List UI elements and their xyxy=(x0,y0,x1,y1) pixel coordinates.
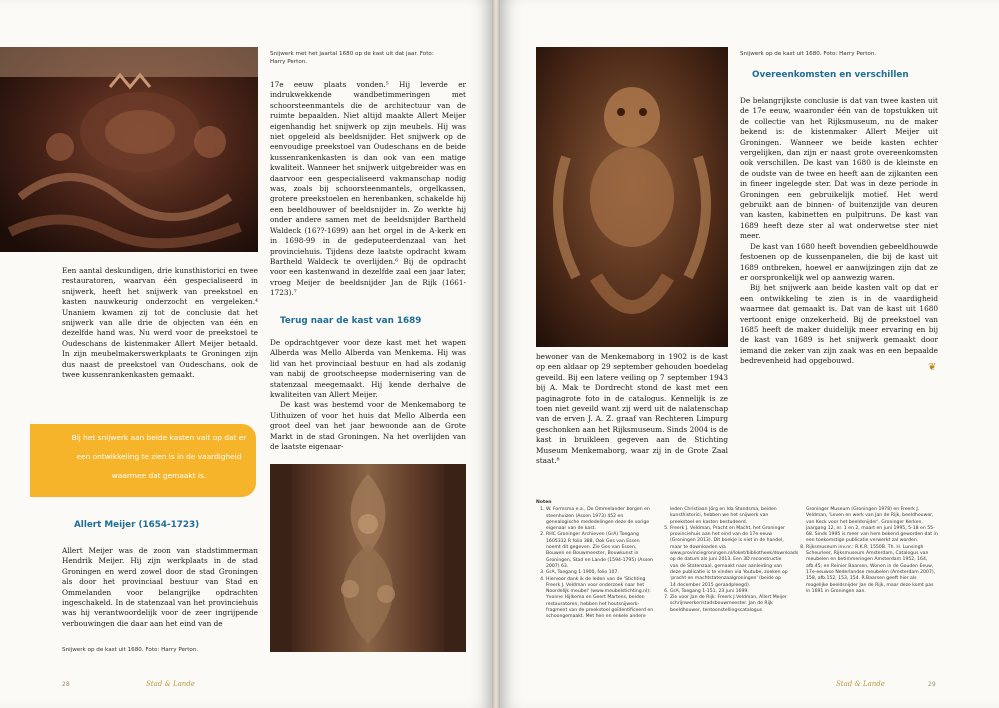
carving-photo-1689-top xyxy=(536,47,728,347)
paragraph: De belangrijkste conclusie is dat van twee kasten uit de 17e eeuw, waaronder één van de topstukken uit de collectie van het Rijksmuseum, nu de maker bekend is: de kistenmaker Allert Meijer uit Groningen. Wanneer we beide kasten echter vergelijken, dan zijn er naast grote overeenkomsten ook verschillen. De kast van 1680 is de kleinste en de oudste van de twee en heeft aan de zijkanten een in fineer ingelegde ster. Dat was in deze periode in Groningen een gebruikelijk motief. Het werd gebruikt aan de binnen- of buitenzijde van deuren van kasten, kabinetten en pulpitruns. De kast van 1689 heeft deze ster al wat onderwetse ster niet meer. xyxy=(740,96,938,241)
notes-title: Noten xyxy=(536,500,552,505)
left-column-1-bottom xyxy=(62,546,258,629)
notes-block-b xyxy=(662,507,799,614)
note-item: 5. Freerk J. Veldman, Pracht en Macht, het Groninger provinciehuis aan het eind van de 17e eeuw (Groningen 2013). Dit boekje is niet in de handel, maar te downloaden via www.provinciegroningen.nl/loket/bibliotheek/downloads op de datum als juni 2013. Een 3D reconstructie van de Statenzaal, gemaakt naar aanleiding van deze publicatie is te vinden via Youtube, zoeken op 'pracht en machtstatenzaalgroningen' (beide op 14 december 2015 geraadpleegd). xyxy=(670,526,788,589)
note-item: 1. W. Formsma e.a., De Ommelander borgen en steenhuizen (Assen 1973) 452 en genealogische mededelingen deze de vorige eigenaar van de kast. xyxy=(546,507,654,532)
paragraph: De kast van 1680 heeft bovendien gebeeldhouwde festoenen op de kussenpanelen, die bij de kast uit 1689 ontbreken, hoewel er aanwijzingen zijn dat ze er oorspronkelijk wel op aanwezig waren. xyxy=(740,241,938,282)
pull-quote xyxy=(30,424,256,497)
right-column-1 xyxy=(536,352,728,466)
book-gutter xyxy=(492,0,500,708)
page-number-left: 28 xyxy=(62,681,70,688)
note-item: 3. GrA, Toegang 1-1900, folio 107. xyxy=(546,570,654,576)
left-column-2 xyxy=(270,80,466,299)
paragraph: Een aantal deskundigen, drie kunsthistorici en twee restauratoren, waarvan één gespecialiseerd in snijwerk, heeft het snijwerk van preekstoel en kasten nauwkeurig onderzocht en vergeleken.⁴ Unaniem kwamen zij tot de conclusie dat het snijwerk van alle drie de objecten van één en dezelfde hand was. Nu werd voor de preekstoel te Oudeschans de kistenmaker Allert Meijer betaald. In zijn meubelmakerswerkplaats te Groningen zijn dus naast de preekstoel van Oudeschans, ook de twee kussenrankenkasten gemaakt. xyxy=(62,266,258,380)
page-number-right: 29 xyxy=(928,681,936,688)
heading-allert-meijer: Allert Meijer (1654-1723) xyxy=(74,520,200,530)
right-page xyxy=(500,0,999,708)
note-item: 4. Hiervoor dank ik de leden van de 'Stichting Freerk J. Veldman voor onderzoek naar het Noordelijk meubel' (www.meubelstichting.nl): Yvonne Hijlkema en Geert Martens, beiden restauratoren, hebben het houtsnijwerk-fragment van de preekstoel geïdentificeerd en schoongemaakt. Met hen en enkele andere xyxy=(546,577,654,621)
left-column-2-after xyxy=(270,338,466,452)
note-item: 8. Rijksmuseum inv.nr.: R.K.R. 1550B. Th. H. Lunsingh Scheurleer, Rijksmuseum Amsterdam, Catalogus van meubelen en betimmeringen Amsterdam 1952, 164, afb.45; en Reinier Baarsen, Wonen in de Gouden Eeuw, 17e-eeuwse Nederlandse meubelen (Amsterdam 2007), 158, afb.152, 153, 154. R.Baarsen geeft hier als mogelijke beeldsnijder Jan de Rijk, maar deze komt pas in 1691 in Groningen aan. xyxy=(806,545,938,595)
carving-photo-1680-bottom xyxy=(270,464,466,652)
caption-top-right: Snijwerk op de kast uit 1680. Foto: Harry Perton. xyxy=(740,51,877,57)
notes-block-a xyxy=(536,500,654,621)
note-item: 7. Zie voor Jan de Rijk: Freerk J.Veldman, Allert Meijer schrijnwerker/stadsbouwmeester. Jan de Rijk beeldhouwer, tentoonstellingscatalogus xyxy=(670,595,788,614)
right-column-2 xyxy=(740,96,938,367)
heading-terug-naar-kast: Terug naar de kast van 1689 xyxy=(280,316,422,326)
end-flourish-icon: ❦ xyxy=(928,362,937,373)
note-item: Groninger Museum (Groningen 1978) en Freerk J. Veldman, 'Leven en werk van Jan de Rijk, beeldhouwer, van Keck voor het beeldsnijder', Groninger Kerken, jaargang 12, nr. 1 en 2, maart en juni 1995, 5-18 en 55-68. Sinds 1995 is meer van hem bekend geworden dat in een toekomstige publicatie verwerkt zal worden. xyxy=(806,507,938,544)
caption-top-left: Snijwerk met het jaartal 1680 op de kast uit dat jaar. Foto: Harry Perton. xyxy=(270,51,434,65)
paragraph: De kast was bestemd voor de Menkemaborg te Uithuizen of voor het huis dat Mello Alberda een groot deel van het jaar bewoonde aan de Grote Markt in de stad Groningen. Na het overlijden van de laatste eigenaar- xyxy=(270,400,466,452)
notes-list xyxy=(798,507,938,595)
pull-quote-text: Bij het snijwerk aan beide kasten valt op dat er een ontwikkeling te zien is in de vaardigheid waarmee dat gemaakt is. xyxy=(71,433,247,480)
note-item: 2. RHC Groninger Archieven (GrA) Toegang 1605332 R folio 388, Ook Ges van Essen noemt dit gegeven. Zie Ges van Essen, Bouwen en Bouwmeester, Bouwkunst in Groningen, Stad en Lande (1594-1795) (Assen 2007) 63. xyxy=(546,532,654,570)
notes-list xyxy=(662,507,799,614)
paragraph: bewoner van de Menkemaborg in 1902 is de kast op een aldaar op 29 september gehouden boedelag geveild. Bij een latere veiling op 7 september 1943 bij A. Mak te Dordrecht stond de kast met een paginagrote foto in de catalogus. Kennelijk is ze toen niet geveild want zij werd uit de nalatenschap van de erven J. A. Z. graaf van Rechteren Limpurg geschonken aan het Rijksmuseum. Sinds 2004 is de kast in bruikleen gegeven aan de Stichting Museum Menkemaborg, waar zij in de Grote Zaal staat.⁸ xyxy=(536,352,728,466)
carving-photo-1680-top xyxy=(0,47,258,252)
caption-bottom-left: Snijwerk op de kast uit 1680. Foto: Harry Perton. xyxy=(62,647,199,653)
paragraph: De opdrachtgever voor deze kast met het wapen Alberda was Mello Alberda van Menkema. Hij was lid van het provinciaal bestuur en had als zodanig van nabij de grootscheepse modernisering van de statenzaal meegemaakt. Hij kende derhalve de kwaliteiten van Allert Meijer. xyxy=(270,338,466,400)
note-item: 6. GrA, Toegang 1-151, 23 juni 1699. xyxy=(670,589,788,595)
heading-overeenkomsten: Overeenkomsten en verschillen xyxy=(752,70,909,80)
paragraph: 17e eeuw plaats vonden.⁵ Hij leverde er indrukwekkende wandbetimmeringen met schoorsteenmantels die de architectuur van de ruimte bepaalden. Niet altijd maakte Allert Meijer eigenhandig het snijwerk op zijn meubels. Hij was niet opgeleid als beeldsnijder. Het snijwerk op de eenvoudige preekstoel van Oudeschans en de beide kussenrankenkasten is dan ook van een matige kwaliteit. Wanneer het snijwerk uitgebreider was en daarvoor een gespecialiseerd vakmanschap nodig was, zoals bij schoorsteenmantels, orgelkassen, grotere preekstoelen en herenbanken, schakelde hij een beeldhouwer of beeldsnijder in. Zo werkte hij onder andere samen met de beeldsnijder Bartheld Waldeck (16??-1699) aan het orgel in de A-kerk en in 1698-99 in de gedeputeerdenzaal van het provinciehuis. Tijdens deze laatste opdracht kwam Bartheld Waldeck te overlijden.⁶ Bij de opdracht voor een kastenwand in dezelfde zaal een jaar later, vroeg Meijer de beeldsnijder Jan de Rijk (1661-1723).⁷ xyxy=(270,80,466,298)
stad-en-lande-logo: Stad & Lande xyxy=(146,680,195,688)
left-page xyxy=(0,0,492,708)
paragraph: Bij het snijwerk aan beide kasten valt op dat er een ontwikkeling te zien is in de vaardigheid waarmee dat gemaakt is. Dat van de kast uit 1680 vertoont enige onzekerheid. Bij de preekstoel van 1685 heeft de maker duidelijk meer ervaring en bij de kast van 1689 is het snijwerk gemaakt door iemand die zeker van zijn zaak was en een bepaalde bedrevenheid had opgebouwd. xyxy=(740,283,938,366)
left-column-1 xyxy=(62,266,258,380)
note-item: leden Christiaan Jörg en Ida Standsma, beiden kunsthistorici, hebben we het snijwerk van preekstoel en kasten bestudeerd. xyxy=(670,507,777,525)
stad-en-lande-logo: Stad & Lande xyxy=(836,680,885,688)
notes-list xyxy=(536,507,654,620)
notes-block-c xyxy=(798,507,938,595)
paragraph: Allert Meijer was de zoon van stadstimmerman Hendrik Meijer. Hij zijn werkplaats in de stad Groningen en werd zowel door de stad Groningen als door het provinciaal bestuur van Stad en Ommelanden voor belangrijke opdrachten ingeschakeld. In de statenzaal van het provinciehuis was hij verantwoordelijk voor de zeer ingrijpende verbouwingen die daar aan het eind van de xyxy=(62,546,258,628)
